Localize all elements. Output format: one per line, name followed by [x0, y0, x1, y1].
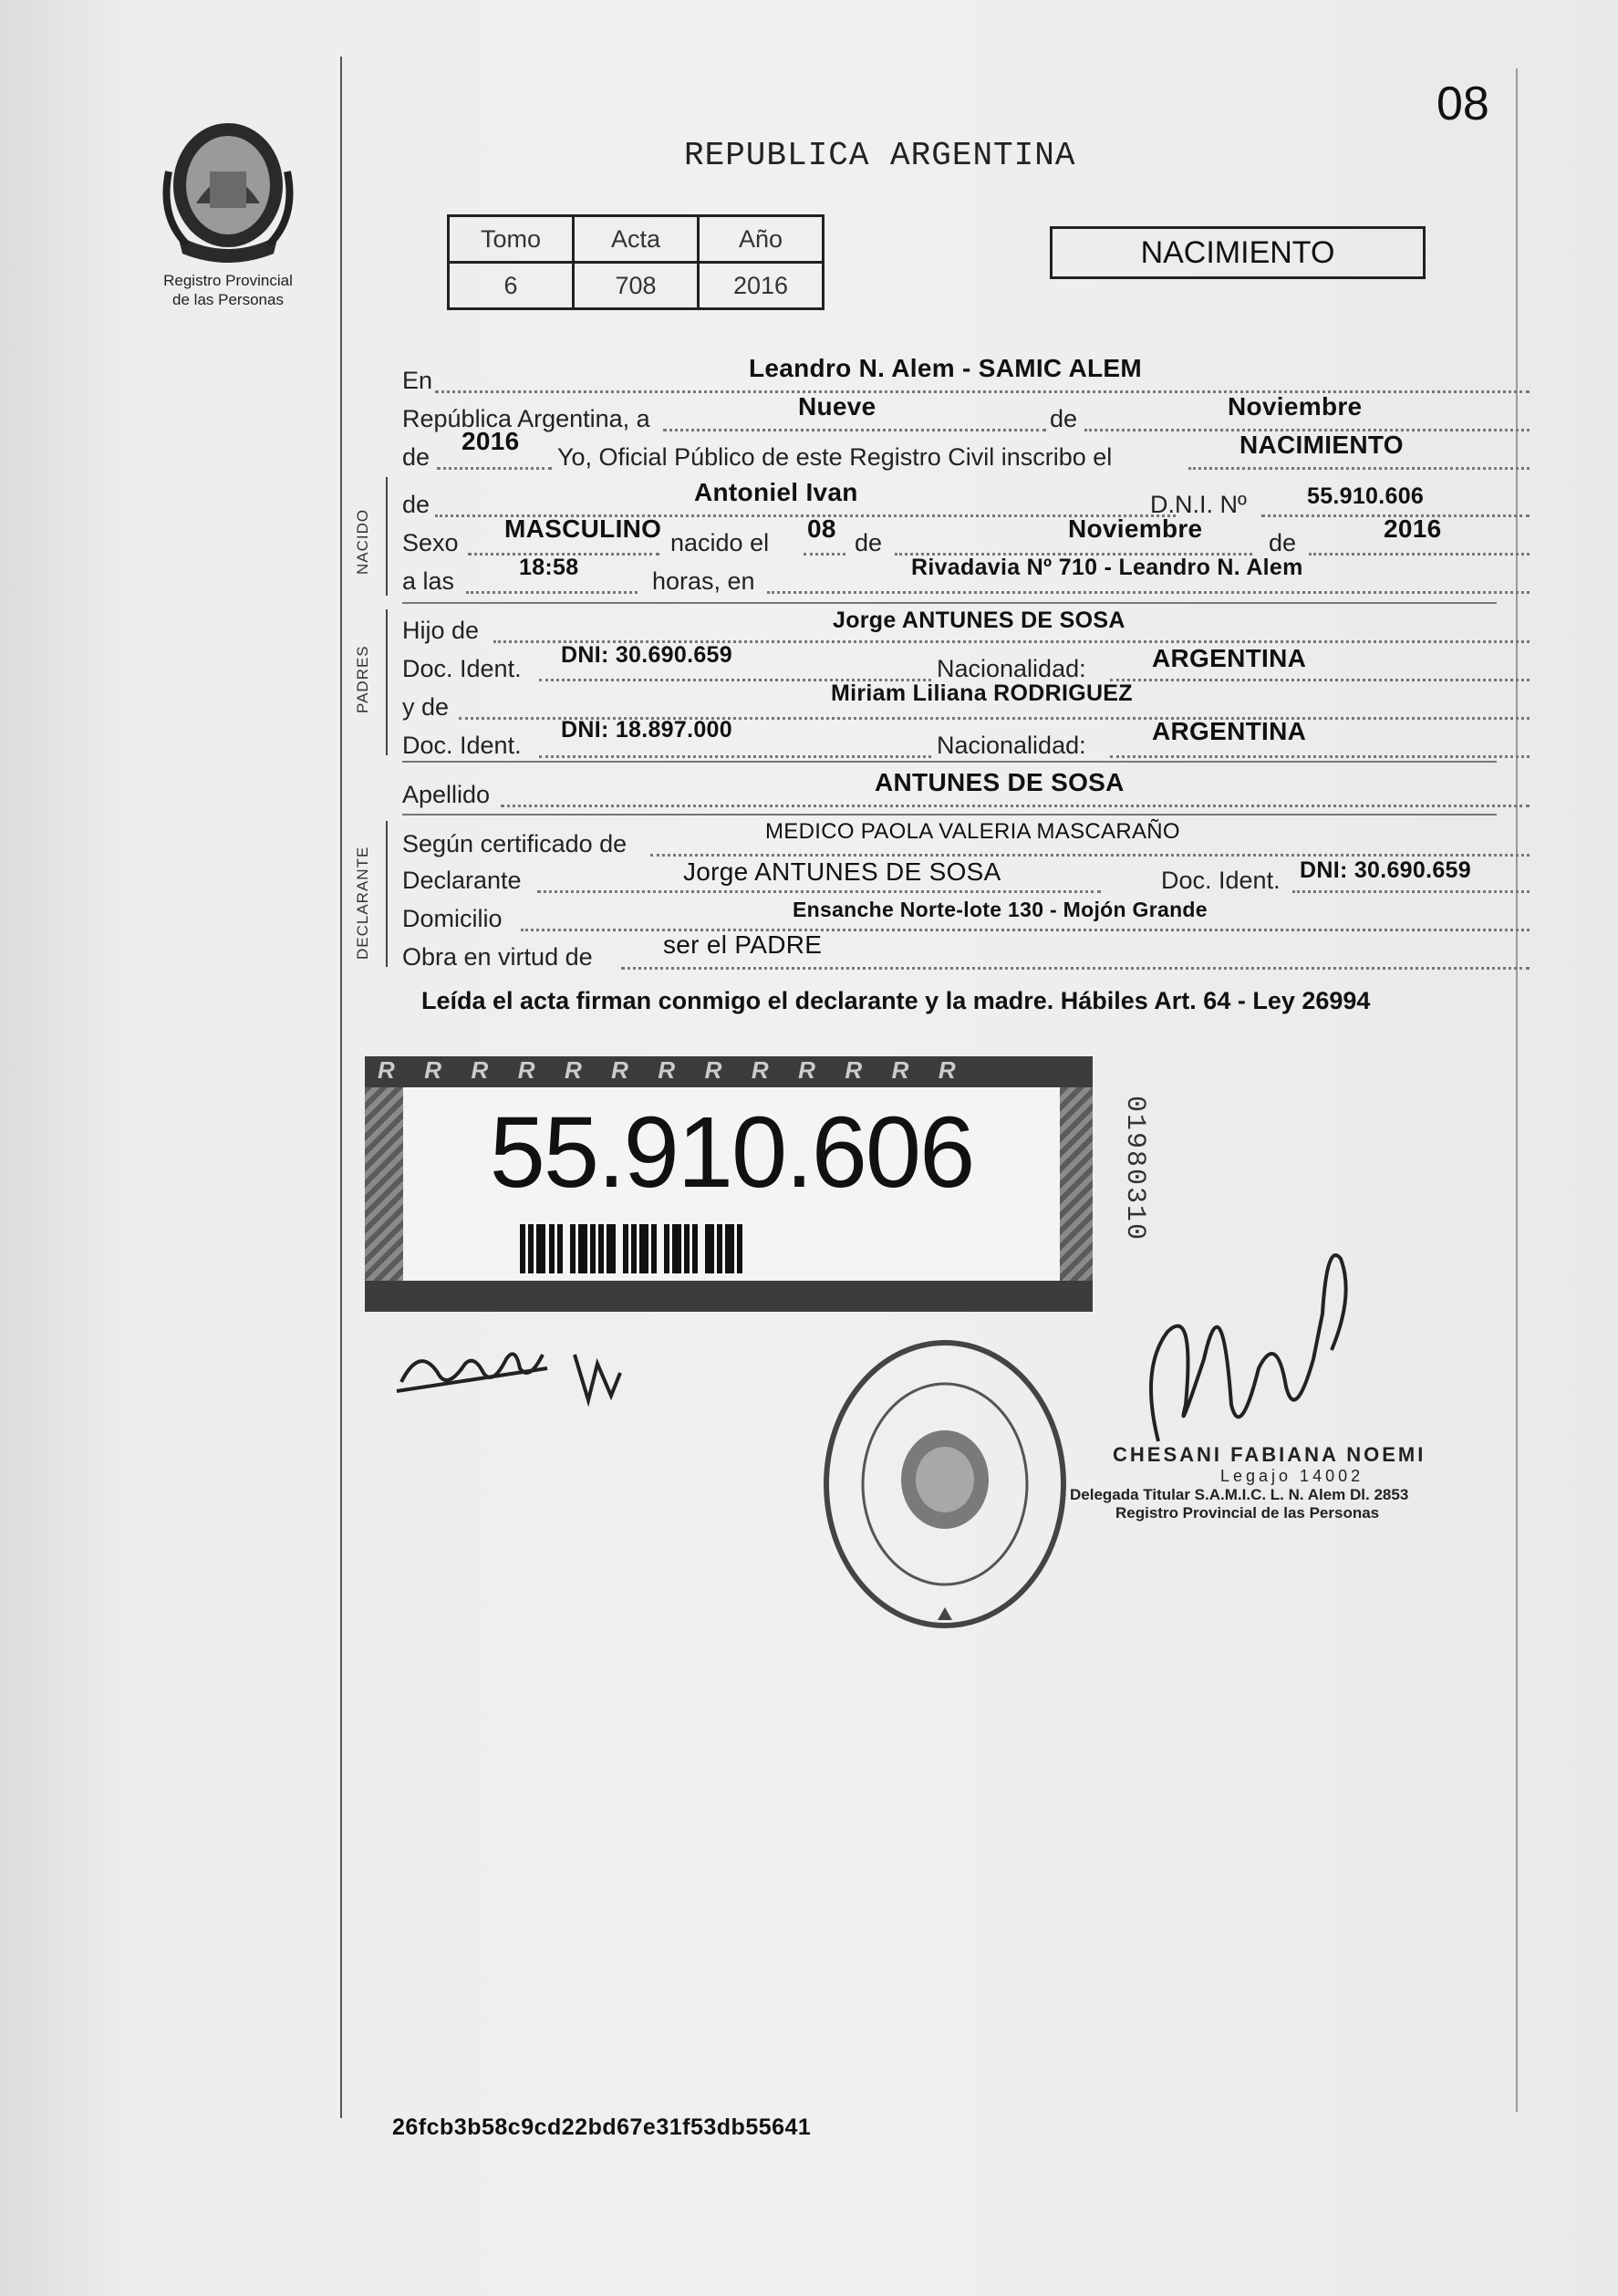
- strip-glyph: R: [517, 1056, 535, 1084]
- domicilio-label: Domicilio: [402, 905, 503, 932]
- registration-place: Leandro N. Alem - SAMIC ALEM: [749, 354, 1143, 382]
- row-hijo-de: [402, 608, 1497, 644]
- row-hora: [402, 555, 1497, 595]
- id-number-sticker: [365, 1056, 1093, 1312]
- control-code: 01980310: [1119, 1096, 1150, 1242]
- oficial-text: Yo, Oficial Público de este Registro Civil inscribo el: [557, 443, 1113, 471]
- register-table-header-row: [449, 216, 824, 263]
- barcode: [520, 1224, 939, 1273]
- register-table: [447, 214, 825, 310]
- mother-name: Miriam Liliana RODRIGUEZ: [831, 680, 1133, 706]
- hijo-de-label: Hijo de: [402, 617, 480, 644]
- strip-glyph: R: [611, 1056, 628, 1084]
- barcode-bar: [639, 1224, 648, 1273]
- father-doc-label: Doc. Ident.: [402, 655, 522, 682]
- sticker-strip-top: [365, 1056, 1093, 1087]
- horas-en-label: horas, en: [652, 567, 755, 595]
- registry-stamp-icon: [817, 1334, 1073, 1635]
- nacido-section-bar: [386, 477, 388, 596]
- declarant-signature-icon: [392, 1318, 648, 1418]
- official-legajo: Legajo 14002: [1220, 1467, 1364, 1485]
- father-doc: DNI: 30.690.659: [561, 642, 732, 668]
- document-hash: 26fcb3b58c9cd22bd67e31f53db55641: [392, 2114, 812, 2140]
- father-name: Jorge ANTUNES DE SOSA: [833, 608, 1125, 633]
- official-office: Registro Provincial de las Personas: [1115, 1504, 1380, 1522]
- barcode-bar: [672, 1224, 681, 1273]
- closing-note: Leída el acta firman conmigo el declarante y la madre. Hábiles Art. 64 - Ley 26994: [421, 987, 1371, 1014]
- child-dni: 55.910.606: [1307, 483, 1425, 509]
- certificado-label: Según certificado de: [402, 830, 627, 857]
- mother-nationality: ARGENTINA: [1152, 717, 1307, 745]
- register-table-value-row: [449, 263, 824, 309]
- logo-caption-line1: Registro Provincial: [163, 272, 293, 289]
- row-en: [402, 354, 1497, 394]
- father-nationality: ARGENTINA: [1152, 644, 1307, 672]
- barcode-bar: [616, 1224, 623, 1273]
- left-margin-line: [340, 57, 342, 2118]
- barcode-bar: [607, 1224, 616, 1273]
- registration-record-type: NACIMIENTO: [1239, 431, 1404, 459]
- row-y-de: [402, 680, 1497, 721]
- a-las-label: a las: [402, 567, 455, 595]
- register-value-ano: 2016: [699, 263, 824, 309]
- declarante-section-bar: [386, 821, 388, 967]
- padres-section-label: PADRES: [354, 645, 371, 713]
- barcode-bar: [725, 1224, 734, 1273]
- strip-glyph: R: [704, 1056, 722, 1084]
- official-signature-block: [1065, 1443, 1503, 1522]
- registry-logo: [137, 117, 319, 309]
- provincial-coat-of-arms-icon: [160, 117, 296, 263]
- obra-label: Obra en virtud de: [402, 943, 593, 971]
- obra-value: ser el PADRE: [663, 930, 823, 959]
- strip-glyph: R: [378, 1056, 395, 1084]
- de-label: de: [1050, 405, 1078, 432]
- row-oficial: [402, 427, 1497, 471]
- nacido-el-label: nacido el: [670, 529, 770, 556]
- strip-glyph: R: [424, 1056, 442, 1084]
- y-de-label: y de: [402, 693, 450, 721]
- section-divider: [402, 814, 1497, 816]
- declarant-doc-label: Doc. Ident.: [1161, 867, 1281, 894]
- birth-time: 18:58: [519, 555, 579, 580]
- register-value-acta: 708: [574, 263, 699, 309]
- sticker-strip-bottom: [365, 1281, 1093, 1312]
- register-header-ano: Año: [699, 216, 824, 263]
- barcode-bar: [563, 1224, 570, 1273]
- republica-label: República Argentina, a: [402, 405, 650, 432]
- page-number: 08: [1436, 78, 1489, 130]
- barcode-bar: [578, 1224, 587, 1273]
- barcode-bar: [737, 1224, 742, 1273]
- register-header-acta: Acta: [574, 216, 699, 263]
- logo-caption-line2: de las Personas: [172, 291, 284, 308]
- official-signature-icon: [1131, 1222, 1368, 1460]
- barcode-bar: [705, 1224, 714, 1273]
- nacido-de-label: de: [402, 491, 430, 518]
- row-declarante: [402, 857, 1497, 894]
- row-mother-doc: [402, 717, 1497, 759]
- registration-month: Noviembre: [1228, 392, 1363, 421]
- child-name: Antoniel Ivan: [694, 478, 858, 506]
- official-name: CHESANI FABIANA NOEMI: [1113, 1443, 1426, 1466]
- page-title: REPUBLICA ARGENTINA: [684, 137, 1076, 174]
- row-sexo: [402, 514, 1497, 556]
- birth-day: 08: [807, 514, 836, 543]
- birth-de2-label: de: [1269, 529, 1297, 556]
- declarant-doc: DNI: 30.690.659: [1300, 857, 1471, 883]
- birth-de-label: de: [855, 529, 883, 556]
- register-header-tomo: Tomo: [449, 216, 574, 263]
- row-obra: [402, 930, 1497, 971]
- domicile: Ensanche Norte-lote 130 - Mojón Grande: [793, 898, 1208, 921]
- year-prefix-label: de: [402, 443, 430, 471]
- barcode-bar: [657, 1224, 664, 1273]
- record-type-box: NACIMIENTO: [1050, 226, 1426, 279]
- row-republica: [402, 392, 1497, 432]
- sticker-id-number: 55.910.606: [489, 1096, 974, 1209]
- declarant-name: Jorge ANTUNES DE SOSA: [683, 857, 1001, 886]
- padres-section-bar: [386, 609, 388, 755]
- birth-year: 2016: [1384, 514, 1442, 543]
- strip-glyph: R: [798, 1056, 815, 1084]
- birth-month: Noviembre: [1068, 514, 1203, 543]
- apellido-label: Apellido: [402, 781, 491, 808]
- child-sex: MASCULINO: [504, 514, 662, 543]
- strip-glyph: R: [658, 1056, 676, 1084]
- declarante-section-label: DECLARANTE: [354, 846, 371, 960]
- mother-doc: DNI: 18.897.000: [561, 717, 732, 743]
- row-apellido: [402, 768, 1497, 808]
- sexo-label: Sexo: [402, 529, 459, 556]
- strip-glyph: R: [845, 1056, 863, 1084]
- sticker-inner-panel: [403, 1087, 1060, 1281]
- strip-glyph: R: [751, 1056, 769, 1084]
- register-value-tomo: 6: [449, 263, 574, 309]
- registration-day: Nueve: [798, 392, 876, 421]
- section-divider: [402, 602, 1497, 604]
- en-label: En: [402, 367, 433, 394]
- birth-place: Rivadavia Nº 710 - Leandro N. Alem: [911, 555, 1303, 580]
- strip-glyph: R: [471, 1056, 489, 1084]
- mother-nationality-label: Nacionalidad:: [937, 732, 1086, 759]
- official-position: Delegada Titular S.A.M.I.C. L. N. Alem Dl. 2853: [1070, 1486, 1409, 1503]
- father-nationality-label: Nacionalidad:: [937, 655, 1086, 682]
- section-divider: [402, 761, 1497, 763]
- row-domicilio: [402, 898, 1497, 932]
- medical-certificate: MEDICO PAOLA VALERIA MASCARAÑO: [765, 819, 1180, 844]
- declarante-label: Declarante: [402, 867, 522, 894]
- barcode-bar: [698, 1224, 705, 1273]
- strip-glyph: R: [938, 1056, 956, 1084]
- row-father-doc: [402, 642, 1497, 682]
- strip-glyph: R: [891, 1056, 909, 1084]
- row-nacido-name: [402, 478, 1497, 518]
- row-certificado: [402, 819, 1497, 857]
- surname: ANTUNES DE SOSA: [875, 768, 1125, 796]
- mother-doc-label: Doc. Ident.: [402, 732, 522, 759]
- dni-label: D.N.I. Nº: [1150, 491, 1247, 518]
- barcode-bar: [536, 1224, 545, 1273]
- nacido-section-label: NACIDO: [354, 508, 371, 575]
- registration-year: 2016: [462, 427, 520, 455]
- strip-glyph: R: [564, 1056, 582, 1084]
